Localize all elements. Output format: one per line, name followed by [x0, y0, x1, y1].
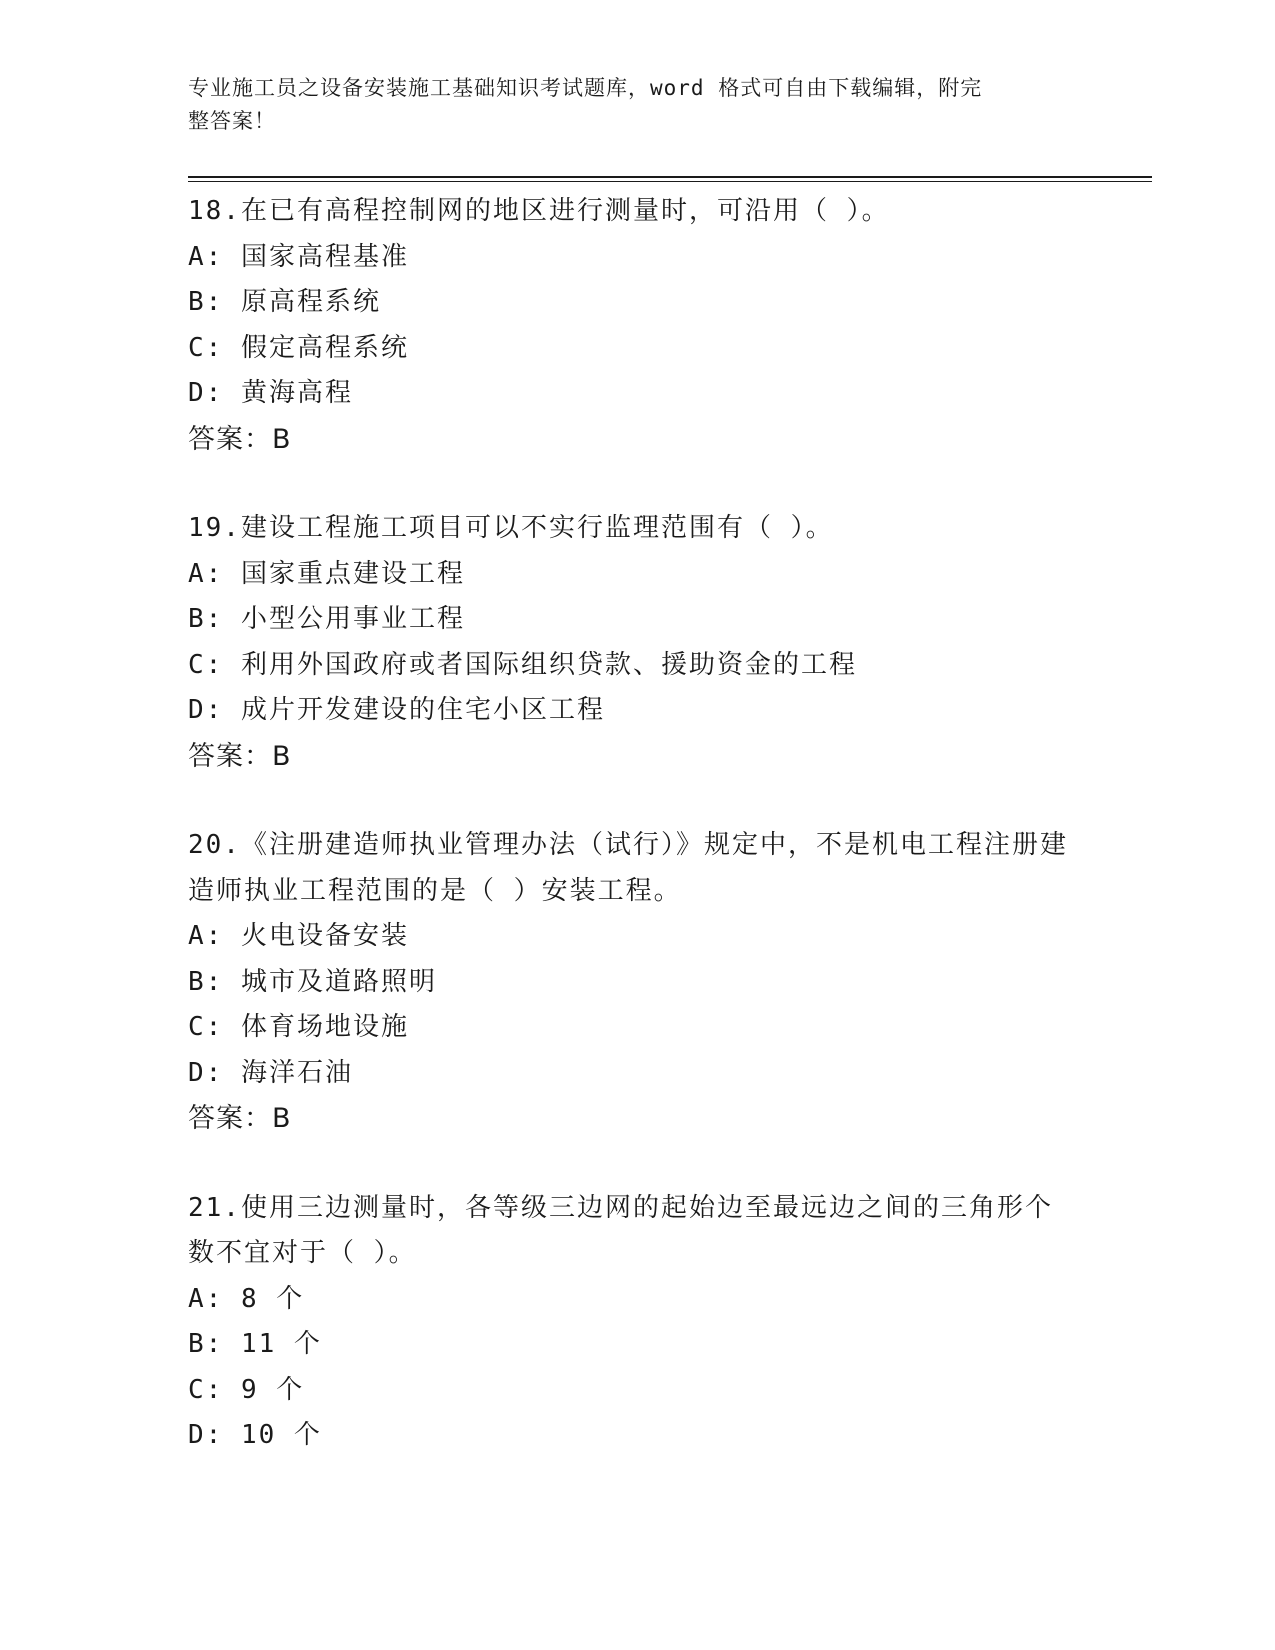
option-c: C: 利用外国政府或者国际组织贷款、援助资金的工程 — [188, 649, 857, 680]
question-stem: 20.《注册建造师执业管理办法（试行）》规定中，不是机电工程注册建造师执业工程范围的是（ ）安装工程。 — [188, 830, 1068, 906]
option-b: B: 11 个 — [188, 1329, 322, 1359]
option-a: A: 国家重点建设工程 — [188, 558, 465, 589]
answer-label: 答案：B — [188, 740, 292, 772]
header-line-2: 整答案！ — [188, 109, 276, 133]
question-18 — [188, 189, 1088, 462]
option-b: B: 小型公用事业工程 — [188, 604, 465, 634]
answer-label: 答案：B — [188, 423, 292, 455]
question-stem: 19.建设工程施工项目可以不实行监理范围有（ ）。 — [188, 513, 834, 543]
option-b: B: 原高程系统 — [188, 287, 381, 317]
header-divider-thick — [188, 176, 1152, 178]
option-c: C: 体育场地设施 — [188, 1012, 409, 1042]
question-stem: 21.使用三边测量时，各等级三边网的起始边至最远边之间的三角形个数不宜对于（ ）。 — [188, 1192, 1053, 1268]
option-d: D: 10 个 — [188, 1420, 322, 1450]
question-20 — [188, 823, 1088, 1142]
option-c: C: 假定高程系统 — [188, 332, 409, 363]
question-list — [188, 189, 1088, 1503]
option-a: A: 火电设备安装 — [188, 921, 409, 951]
answer-label: 答案：B — [188, 1103, 292, 1134]
option-a: A: 8 个 — [188, 1283, 305, 1314]
question-19 — [188, 506, 1088, 779]
header-line-1: 专业施工员之设备安装施工基础知识考试题库，word 格式可自由下载编辑，附完 — [188, 76, 983, 100]
option-d: D: 成片开发建设的住宅小区工程 — [188, 695, 605, 725]
option-d: D: 海洋石油 — [188, 1057, 353, 1088]
option-a: A: 国家高程基准 — [188, 241, 409, 272]
option-b: B: 城市及道路照明 — [188, 966, 437, 997]
option-d: D: 黄海高程 — [188, 378, 353, 408]
question-21 — [188, 1186, 1088, 1459]
question-stem: 18.在已有高程控制网的地区进行测量时，可沿用（ ）。 — [188, 196, 890, 226]
option-c: C: 9 个 — [188, 1374, 305, 1405]
header-divider-thin — [188, 181, 1152, 182]
document-header — [188, 72, 1068, 138]
